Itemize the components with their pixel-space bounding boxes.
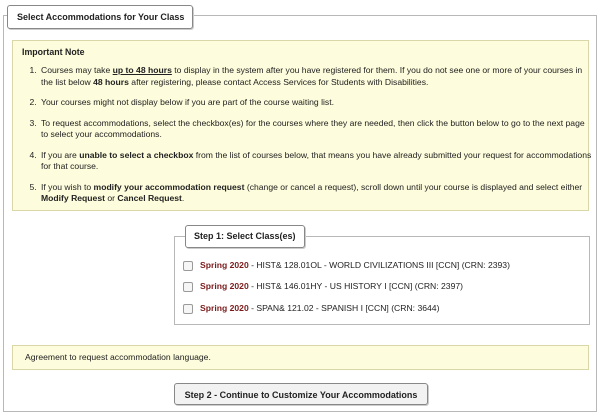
cancel-request-text: Cancel Request: [117, 193, 182, 203]
note-emphasis: up to 48 hours: [112, 65, 172, 75]
step1-class-selection: [174, 231, 590, 325]
note-text: (change or cancel a request), scroll down until your course is displayed and select either: [244, 181, 583, 192]
note-text: to display in the system after you have registered for them. If you do not see one or more of your courses in the list below: [41, 65, 583, 87]
note-item-2: 2. Your courses might not display below if you are part of the course waiting list.: [39, 97, 594, 109]
important-note: [12, 40, 592, 211]
class-description: - HIST& 146.01HY - US HISTORY I [CCN] (CRN: 2397): [248, 281, 463, 291]
class-checkbox[interactable]: [183, 261, 193, 271]
section-title: Select Accommodations for Your Class: [7, 5, 193, 29]
class-row[interactable]: [183, 279, 463, 293]
note-emphasis: unable to select a checkbox: [79, 149, 194, 160]
class-description: - HIST& 128.01OL - WORLD CIVILIZATIONS III [CCN] (CRN: 2393): [248, 260, 510, 270]
note-emphasis: modify your accommodation request: [93, 181, 245, 192]
note-text: .: [181, 193, 185, 203]
note-item-5: [39, 182, 594, 205]
note-text: If you are: [41, 149, 80, 160]
note-text: or: [104, 193, 118, 203]
class-row[interactable]: [183, 301, 439, 315]
agreement-text: Agreement to request accommodation language.: [12, 345, 589, 370]
note-list: [24, 59, 594, 214]
class-term: Spring 2020: [200, 281, 249, 291]
class-row[interactable]: [183, 258, 510, 272]
note-title: Important Note: [22, 47, 85, 57]
note-item-1: [39, 65, 594, 88]
note-text: Courses may take: [41, 65, 113, 75]
continue-step2-button[interactable]: Step 2 - Continue to Customize Your Accommodations: [174, 383, 428, 405]
note-text: after registering, please contact Access Services for Students with Disabilities.: [128, 76, 429, 87]
note-text: from the list of courses below, that means you have already submitted your request for accommodations for that course.: [41, 149, 592, 171]
step1-title: Step 1: Select Class(es): [185, 225, 305, 248]
class-term: Spring 2020: [200, 303, 249, 313]
modify-request-text: Modify Request: [41, 193, 105, 203]
class-checkbox[interactable]: [183, 304, 193, 314]
class-description: - SPAN& 121.02 - SPANISH I [CCN] (CRN: 3644): [248, 303, 440, 313]
class-checkbox[interactable]: [183, 282, 193, 292]
note-text: If you wish to: [41, 181, 94, 192]
note-item-4: [39, 150, 594, 173]
note-emphasis: 48 hours: [93, 76, 129, 87]
class-term: Spring 2020: [200, 260, 249, 270]
note-item-3: 3. To request accommodations, select the checkbox(es) for the courses where they are needed, then click the button below to go to the next page to select your accommodations.: [39, 118, 594, 141]
